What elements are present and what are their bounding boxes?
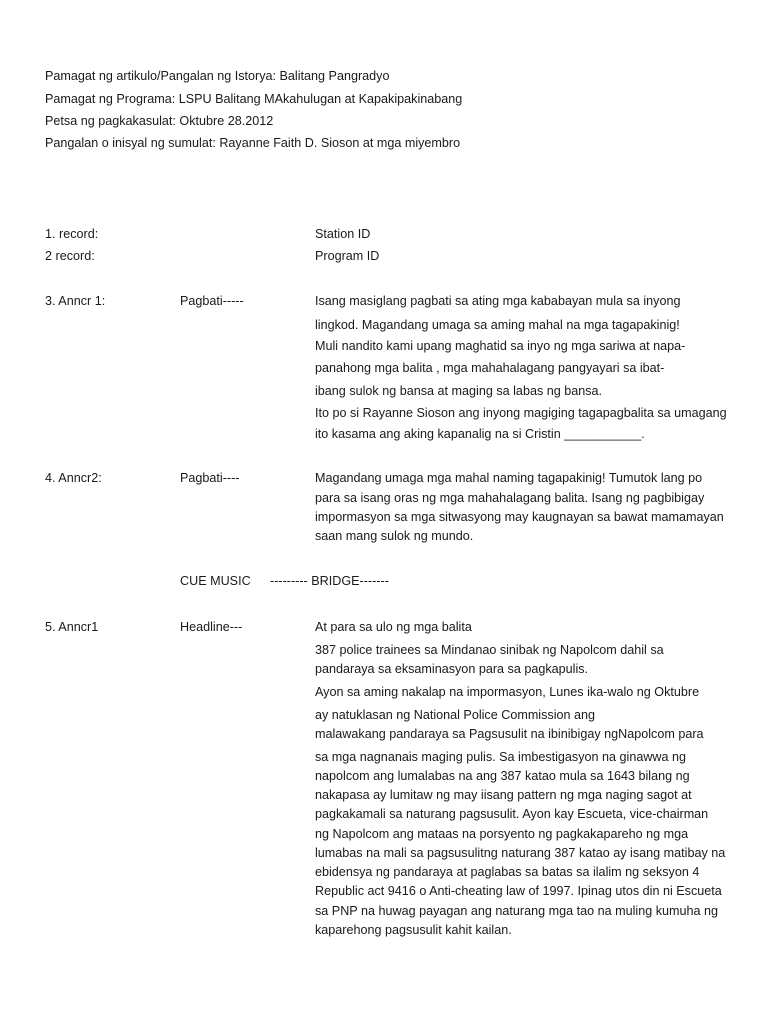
item-3-segment: Pagbati----- (180, 294, 244, 308)
date-line: Petsa ng pagkakasulat: Oktubre 28.2012 (45, 114, 274, 128)
item-4-segment: Pagbati---- (180, 471, 240, 485)
item-5-line: 387 police trainees sa Mindanao sinibak ng Napolcom dahil sa (315, 643, 664, 657)
item-5-line: sa PNP na huwag payagan ang naturang mga tao na muling kumuha ng (315, 904, 719, 918)
item-5-line: napolcom ang lumalabas na ang 387 katao mula sa 1643 bilang ng (315, 769, 690, 783)
item-5-line: At para sa ulo ng mga balita (315, 620, 472, 634)
item-2-cue: 2 record: (45, 249, 95, 263)
item-3-line: Muli nandito kami upang maghatid sa inyo ng mga sariwa at napa- (315, 339, 686, 353)
item-5-line: ng Napolcom ang mataas na porsyento ng pagkakapareho ng mga (315, 827, 689, 841)
item-5-line: kaparehong pagsusulit kahit kailan. (315, 923, 512, 937)
item-1-cue: 1. record: (45, 227, 99, 241)
author-line: Pangalan o inisyal ng sumulat: Rayanne Faith D. Sioson at mga miyembro (45, 136, 461, 150)
item-3-cue: 3. Anncr 1: (45, 294, 106, 308)
item-4-line: para sa isang oras ng mga mahahalagang balita. Isang ng pagbibigay (315, 491, 705, 505)
item-5-line: ay natuklasan ng National Police Commission ang (315, 708, 596, 722)
item-5-line: sa mga nagnanais maging pulis. Sa imbestigasyon na ginawwa ng (315, 750, 687, 764)
item-5-cue: 5. Anncr1 (45, 620, 99, 634)
item-5-segment: Headline--- (180, 620, 243, 634)
item-5-line: pagkakamali sa naturang pagsusulit. Ayon kay Escueta, vice-chairman (315, 807, 709, 821)
item-4-line: saan mang sulok ng mundo. (315, 529, 474, 543)
bridge-label: --------- BRIDGE------- (270, 574, 389, 588)
item-5-line: ebidensya ng pandaraya at paglabas sa batas sa ilalim ng seksyon 4 (315, 865, 700, 879)
item-3-line: panahong mga balita , mga mahahalagang pangyayari sa ibat- (315, 361, 665, 375)
program-title-line: Pamagat ng Programa: LSPU Balitang MAkahulugan at Kapakipakinabang (45, 92, 463, 106)
cue-music-label: CUE MUSIC (180, 574, 251, 588)
item-3-line: ibang sulok ng bansa at maging sa labas ng bansa. (315, 384, 603, 398)
item-3-line: Isang masiglang pagbati sa ating mga kababayan mula sa inyong (315, 294, 681, 308)
item-5-line: Republic act 9416 o Anti-cheating law of 1997. Ipinag utos din ni Escueta (315, 884, 722, 898)
item-3-line: lingkod. Magandang umaga sa aming mahal na mga tagapakinig! (315, 318, 680, 332)
article-title-line: Pamagat ng artikulo/Pangalan ng Istorya: Balitang Pangradyo (45, 69, 390, 83)
item-1-text: Station ID (315, 227, 371, 241)
item-4-cue: 4. Anncr2: (45, 471, 102, 485)
item-3-line: ito kasama ang aking kapanalig na si Cristin ___________. (315, 427, 645, 441)
item-4-line: Magandang umaga mga mahal naming tagapakinig! Tumutok lang po (315, 471, 703, 485)
item-5-line: nakapasa ay lumitaw ng may iisang pattern ng mga naging sagot at (315, 788, 692, 802)
item-4-line: impormasyon sa mga sitwasyong may kaugnayan sa bawat mamamayan (315, 510, 724, 524)
item-5-line: lumabas na mali sa pagsusulitng naturang 387 katao ay isang matibay na (315, 846, 726, 860)
item-3-line: Ito po si Rayanne Sioson ang inyong magiging tagapagbalita sa umagang (315, 406, 727, 420)
item-5-line: Ayon sa aming nakalap na impormasyon, Lunes ika-walo ng Oktubre (315, 685, 700, 699)
item-5-line: malawakang pandaraya sa Pagsusulit na ibinibigay ngNapolcom para (315, 727, 704, 741)
item-5-line: pandaraya sa eksaminasyon para sa pagkapulis. (315, 662, 589, 676)
item-2-text: Program ID (315, 249, 380, 263)
